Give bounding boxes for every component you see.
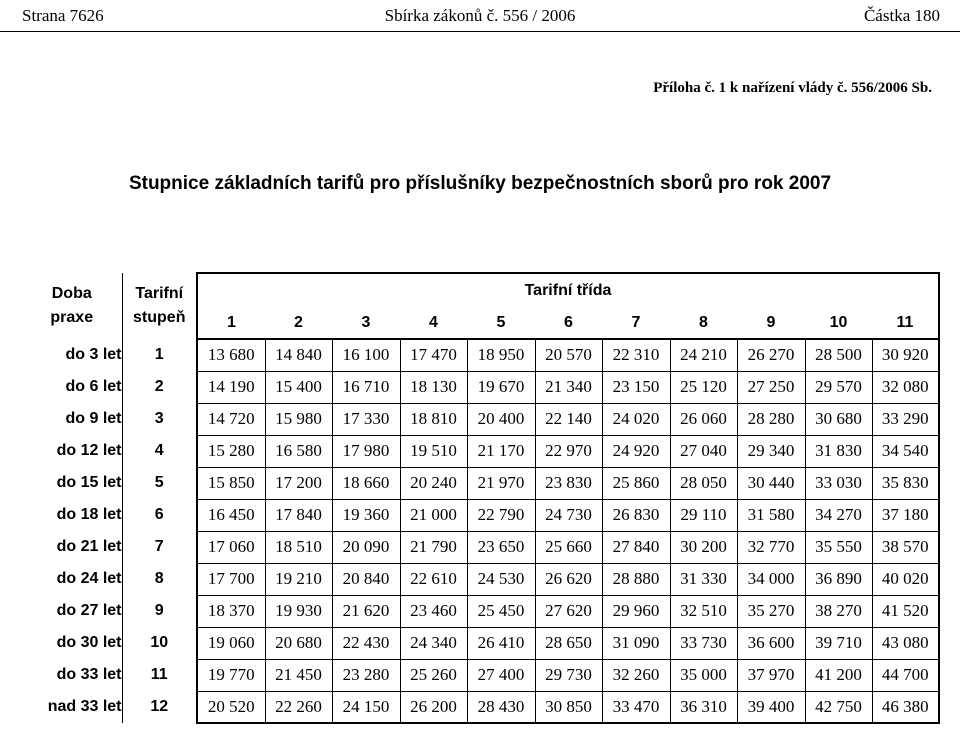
stupen-cell: 5	[154, 474, 164, 491]
tariff-value-cell: 19 670	[467, 371, 535, 403]
table-row	[22, 563, 939, 595]
tariff-value-cell: 27 250	[737, 371, 805, 403]
tariff-value-cell: 18 130	[400, 371, 467, 403]
tariff-value-cell: 44 700	[872, 659, 939, 691]
tariff-value-cell: 24 020	[602, 403, 670, 435]
tariff-value-cell: 34 000	[737, 563, 805, 595]
tariff-value-cell: 28 650	[535, 627, 602, 659]
header-tarifni-stupen	[122, 273, 197, 339]
tariff-value-cell: 17 840	[265, 499, 332, 531]
praxe-cell: do 15 let	[22, 467, 122, 499]
tariff-value-cell: 23 460	[400, 595, 467, 627]
tariff-value-cell: 33 470	[602, 691, 670, 723]
tariff-value-cell: 25 860	[602, 467, 670, 499]
tariff-value-cell: 20 680	[265, 627, 332, 659]
tariff-value-cell: 21 970	[467, 467, 535, 499]
tariff-value-cell: 24 210	[670, 339, 737, 371]
tariff-value-cell: 35 550	[805, 531, 872, 563]
tariff-value-cell: 28 430	[467, 691, 535, 723]
tariff-value-cell: 17 980	[332, 435, 400, 467]
stupen-cell: 6	[154, 506, 164, 523]
tariff-value-cell: 40 020	[872, 563, 939, 595]
stupen-cell: 12	[150, 698, 169, 715]
table-body	[22, 339, 939, 723]
tariff-value-cell: 24 340	[400, 627, 467, 659]
table-row	[22, 371, 939, 403]
tariff-value-cell: 16 450	[197, 499, 265, 531]
tariff-value-cell: 36 890	[805, 563, 872, 595]
table-row	[22, 691, 939, 723]
praxe-cell: do 24 let	[22, 563, 122, 595]
tariff-value-cell: 20 840	[332, 563, 400, 595]
tariff-value-cell: 28 500	[805, 339, 872, 371]
table-row	[22, 531, 939, 563]
tariff-value-cell: 19 060	[197, 627, 265, 659]
tariff-value-cell: 29 730	[535, 659, 602, 691]
tariff-value-cell: 16 710	[332, 371, 400, 403]
tariff-value-cell: 23 150	[602, 371, 670, 403]
collection-reference: Sbírka zákonů č. 556 / 2006	[384, 6, 576, 25]
tariff-value-cell: 34 270	[805, 499, 872, 531]
tariff-value-cell: 15 280	[197, 435, 265, 467]
header-doba-praxe	[22, 273, 122, 339]
tariff-value-cell: 21 620	[332, 595, 400, 627]
tariff-value-cell: 37 970	[737, 659, 805, 691]
tariff-value-cell: 33 730	[670, 627, 737, 659]
stupen-cell: 1	[154, 346, 164, 363]
tariff-value-cell: 22 790	[467, 499, 535, 531]
tariff-value-cell: 25 120	[670, 371, 737, 403]
praxe-cell: nad 33 let	[22, 691, 122, 723]
tariff-value-cell: 35 000	[670, 659, 737, 691]
tariff-value-cell: 26 410	[467, 627, 535, 659]
class-number: 8	[670, 308, 737, 339]
tariff-value-cell: 19 360	[332, 499, 400, 531]
tariff-value-cell: 28 280	[737, 403, 805, 435]
tariff-value-cell: 30 920	[872, 339, 939, 371]
tariff-value-cell: 24 920	[602, 435, 670, 467]
table-row	[22, 435, 939, 467]
tariff-value-cell: 15 400	[265, 371, 332, 403]
tariff-value-cell: 32 080	[872, 371, 939, 403]
tariff-value-cell: 31 330	[670, 563, 737, 595]
tariff-value-cell: 31 580	[737, 499, 805, 531]
tariff-value-cell: 22 310	[602, 339, 670, 371]
tariff-value-cell: 38 570	[872, 531, 939, 563]
tariff-value-cell: 31 090	[602, 627, 670, 659]
stupen-cell: 10	[150, 634, 169, 651]
tariff-value-cell: 32 510	[670, 595, 737, 627]
tariff-value-cell: 23 650	[467, 531, 535, 563]
tariff-value-cell: 21 000	[400, 499, 467, 531]
praxe-cell: do 3 let	[22, 339, 122, 371]
tariff-value-cell: 23 280	[332, 659, 400, 691]
tariff-value-cell: 33 290	[872, 403, 939, 435]
class-number: 11	[872, 308, 939, 339]
tariff-value-cell: 15 850	[197, 467, 265, 499]
class-number: 5	[467, 308, 535, 339]
class-number: 4	[400, 308, 467, 339]
praxe-cell: do 18 let	[22, 499, 122, 531]
tariff-value-cell: 17 700	[197, 563, 265, 595]
tariff-value-cell: 43 080	[872, 627, 939, 659]
tariff-value-cell: 28 880	[602, 563, 670, 595]
tariff-value-cell: 38 270	[805, 595, 872, 627]
tariff-value-cell: 14 190	[197, 371, 265, 403]
tariff-value-cell: 41 520	[872, 595, 939, 627]
tariff-value-cell: 39 400	[737, 691, 805, 723]
issue-number: Částka 180	[863, 6, 940, 25]
tariff-value-cell: 22 430	[332, 627, 400, 659]
tariff-value-cell: 46 380	[872, 691, 939, 723]
tariff-value-cell: 26 060	[670, 403, 737, 435]
praxe-cell: do 21 let	[22, 531, 122, 563]
tariff-value-cell: 26 200	[400, 691, 467, 723]
tariff-value-cell: 20 570	[535, 339, 602, 371]
praxe-cell: do 33 let	[22, 659, 122, 691]
tariff-value-cell: 35 830	[872, 467, 939, 499]
tariff-value-cell: 29 110	[670, 499, 737, 531]
stupen-cell: 7	[154, 538, 164, 555]
tariff-value-cell: 24 150	[332, 691, 400, 723]
tariff-value-cell: 19 510	[400, 435, 467, 467]
tariff-value-cell: 29 340	[737, 435, 805, 467]
page-number: Strana 7626	[22, 6, 104, 25]
tariff-value-cell: 34 540	[872, 435, 939, 467]
tariff-value-cell: 28 050	[670, 467, 737, 499]
tariff-value-cell: 19 210	[265, 563, 332, 595]
tariff-value-cell: 24 530	[467, 563, 535, 595]
stupen-cell: 8	[154, 570, 164, 587]
tariff-value-cell: 13 680	[197, 339, 265, 371]
tariff-value-cell: 17 330	[332, 403, 400, 435]
praxe-cell: do 30 let	[22, 627, 122, 659]
praxe-cell: do 9 let	[22, 403, 122, 435]
table-row	[22, 595, 939, 627]
tariff-value-cell: 18 660	[332, 467, 400, 499]
class-number: 3	[332, 308, 400, 339]
tariff-value-cell: 26 270	[737, 339, 805, 371]
table-row	[22, 627, 939, 659]
stupen-cell: 11	[150, 666, 168, 683]
tariff-value-cell: 20 240	[400, 467, 467, 499]
tariff-value-cell: 19 930	[265, 595, 332, 627]
tariff-value-cell: 26 620	[535, 563, 602, 595]
tariff-value-cell: 30 850	[535, 691, 602, 723]
tariff-value-cell: 27 840	[602, 531, 670, 563]
tariff-value-cell: 20 090	[332, 531, 400, 563]
running-head	[0, 0, 960, 32]
tariff-value-cell: 17 470	[400, 339, 467, 371]
tariff-value-cell: 18 510	[265, 531, 332, 563]
tariff-value-cell: 20 400	[467, 403, 535, 435]
tariff-value-cell: 17 200	[265, 467, 332, 499]
class-number: 10	[805, 308, 872, 339]
tariff-value-cell: 18 370	[197, 595, 265, 627]
table-row	[22, 499, 939, 531]
class-number: 2	[265, 308, 332, 339]
tariff-value-cell: 21 790	[400, 531, 467, 563]
header-tarifni-trida: Tarifní třída	[197, 273, 939, 308]
class-number: 7	[602, 308, 670, 339]
tariff-value-cell: 26 830	[602, 499, 670, 531]
tariff-value-cell: 29 960	[602, 595, 670, 627]
tariff-value-cell: 42 750	[805, 691, 872, 723]
tariff-value-cell: 23 830	[535, 467, 602, 499]
tariff-value-cell: 14 720	[197, 403, 265, 435]
praxe-cell: do 27 let	[22, 595, 122, 627]
tariff-value-cell: 21 170	[467, 435, 535, 467]
tariff-value-cell: 30 680	[805, 403, 872, 435]
tariff-value-cell: 41 200	[805, 659, 872, 691]
tariff-value-cell: 16 100	[332, 339, 400, 371]
tariff-value-cell: 31 830	[805, 435, 872, 467]
tariff-value-cell: 22 260	[265, 691, 332, 723]
tariff-value-cell: 19 770	[197, 659, 265, 691]
tariff-value-cell: 16 580	[265, 435, 332, 467]
tariff-value-cell: 39 710	[805, 627, 872, 659]
annex-note: Příloha č. 1 k nařízení vlády č. 556/2006 Sb.	[653, 80, 932, 96]
tariff-value-cell: 36 310	[670, 691, 737, 723]
tariff-value-cell: 27 040	[670, 435, 737, 467]
tariff-value-cell: 36 600	[737, 627, 805, 659]
stupen-cell: 4	[154, 442, 164, 459]
tariff-value-cell: 15 980	[265, 403, 332, 435]
header-tarifni-stupen-label: Tarifní stupeň	[133, 285, 186, 326]
document-title: Stupnice základních tarifů pro příslušníky bezpečnostních sborů pro rok 2007	[128, 173, 832, 194]
tariff-value-cell: 25 660	[535, 531, 602, 563]
tariff-value-cell: 37 180	[872, 499, 939, 531]
praxe-cell: do 6 let	[22, 371, 122, 403]
table-row	[22, 339, 939, 371]
stupen-cell: 2	[154, 378, 164, 395]
tariff-value-cell: 14 840	[265, 339, 332, 371]
class-number: 9	[737, 308, 805, 339]
tariff-value-cell: 18 950	[467, 339, 535, 371]
table-row	[22, 403, 939, 435]
class-number: 6	[535, 308, 602, 339]
tariff-value-cell: 30 200	[670, 531, 737, 563]
tariff-value-cell: 21 450	[265, 659, 332, 691]
header-doba-praxe-label: Doba praxe	[50, 285, 94, 326]
tariff-value-cell: 30 440	[737, 467, 805, 499]
tariff-value-cell: 22 610	[400, 563, 467, 595]
tariff-value-cell: 17 060	[197, 531, 265, 563]
tariff-value-cell: 32 260	[602, 659, 670, 691]
tariff-value-cell: 27 400	[467, 659, 535, 691]
praxe-cell: do 12 let	[22, 435, 122, 467]
tariff-value-cell: 22 970	[535, 435, 602, 467]
tariff-value-cell: 35 270	[737, 595, 805, 627]
salary-table	[22, 272, 940, 724]
tariff-value-cell: 18 810	[400, 403, 467, 435]
tariff-value-cell: 29 570	[805, 371, 872, 403]
stupen-cell: 3	[154, 410, 164, 427]
tariff-value-cell: 22 140	[535, 403, 602, 435]
class-number: 1	[197, 308, 265, 339]
tariff-value-cell: 32 770	[737, 531, 805, 563]
tariff-value-cell: 21 340	[535, 371, 602, 403]
tariff-value-cell: 33 030	[805, 467, 872, 499]
stupen-cell: 9	[154, 602, 164, 619]
tariff-value-cell: 24 730	[535, 499, 602, 531]
tariff-value-cell: 25 450	[467, 595, 535, 627]
tariff-value-cell: 20 520	[197, 691, 265, 723]
table-row	[22, 659, 939, 691]
tariff-value-cell: 25 260	[400, 659, 467, 691]
tariff-value-cell: 27 620	[535, 595, 602, 627]
table-row	[22, 467, 939, 499]
